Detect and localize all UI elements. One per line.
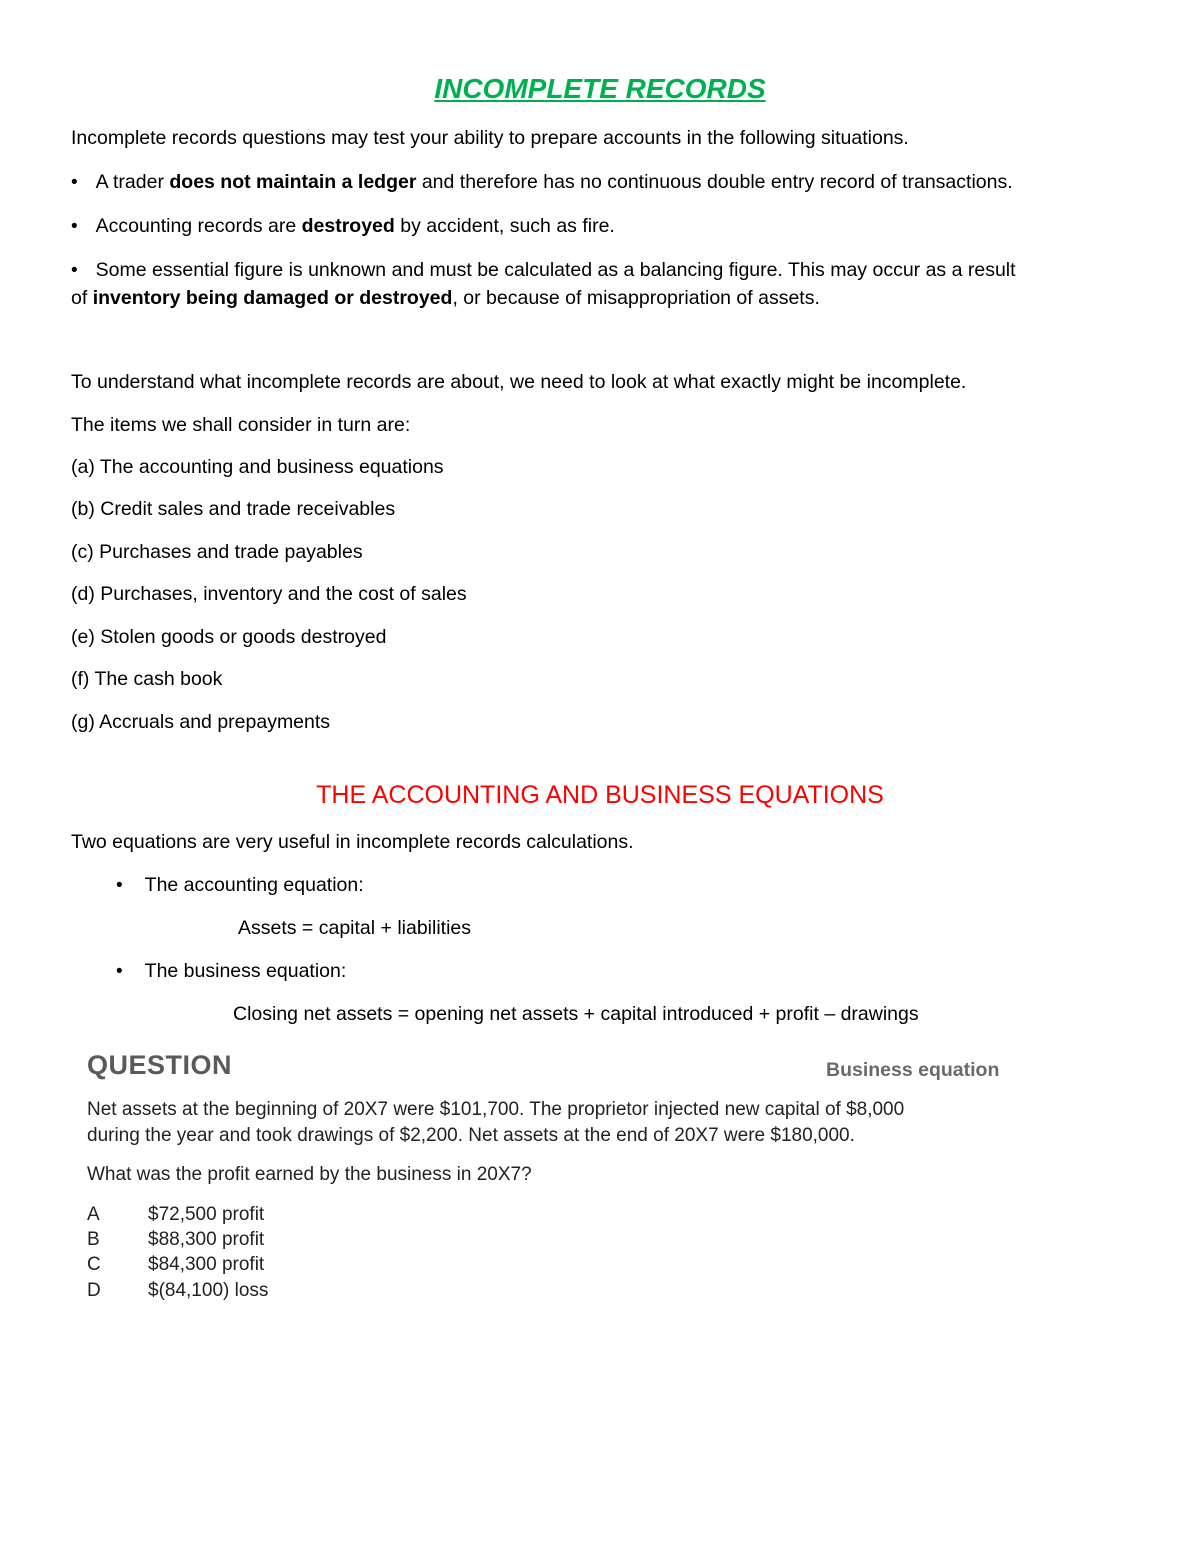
business-equation-bullet <box>116 959 346 984</box>
question-tag: Business equation <box>826 1059 1000 1081</box>
bullet-icon: • <box>116 961 123 982</box>
situation-bullet-1 <box>71 170 1013 195</box>
bullet-icon: • <box>71 260 78 281</box>
situation-text: A trader <box>95 171 170 193</box>
option-letter: A <box>87 1204 100 1225</box>
list-item: (a) The accounting and business equations <box>71 456 444 478</box>
situation-bullet-2 <box>71 214 615 239</box>
situation-text: , or because of misappropriation of assets. <box>452 287 820 309</box>
list-item: (c) Purchases and trade payables <box>71 541 363 563</box>
option-text: $72,500 profit <box>148 1204 265 1225</box>
situation-bullet-3-continuation <box>71 286 820 310</box>
bullet-icon: • <box>71 172 78 193</box>
section-heading: THE ACCOUNTING AND BUSINESS EQUATIONS <box>316 781 884 809</box>
situation-text: and therefore has no continuous double entry record of transactions. <box>416 171 1013 193</box>
bullet-icon: • <box>116 875 123 896</box>
situation-emphasis: destroyed <box>301 215 395 237</box>
list-item: (d) Purchases, inventory and the cost of sales <box>71 583 467 605</box>
list-item: (e) Stolen goods or goods destroyed <box>71 626 387 648</box>
situation-emphasis: inventory being damaged or destroyed <box>92 287 453 309</box>
equations-intro: Two equations are very useful in incomplete records calculations. <box>71 831 634 853</box>
question-line-2: during the year and took drawings of $2,200. Net assets at the end of 20X7 were $180,000. <box>87 1125 855 1146</box>
option-letter: B <box>87 1229 100 1250</box>
situation-text: Accounting records are <box>95 215 302 237</box>
bullet-icon: • <box>71 216 78 237</box>
understand-paragraph: To understand what incomplete records are about, we need to look at what exactly might be incomplete. <box>71 371 967 393</box>
situation-bullet-3 <box>71 258 1016 283</box>
question-prompt: What was the profit earned by the business in 20X7? <box>87 1164 532 1185</box>
items-intro: The items we shall consider in turn are: <box>71 414 411 436</box>
question-line-1: Net assets at the beginning of 20X7 were $101,700. The proprietor injected new capital of $8,000 <box>87 1099 905 1120</box>
situation-text: Some essential figure is unknown and must be calculated as a balancing figure. This may occur as a result <box>95 259 1016 281</box>
list-item: (b) Credit sales and trade receivables <box>71 498 396 520</box>
answer-option-d <box>87 1278 268 1303</box>
answer-option-b <box>87 1227 264 1252</box>
situation-text: of <box>71 287 93 309</box>
page-title: INCOMPLETE RECORDS <box>434 73 766 104</box>
option-letter: D <box>87 1280 101 1301</box>
list-item: (f) The cash book <box>71 668 223 690</box>
answer-option-c <box>87 1252 264 1277</box>
answer-option-a <box>87 1202 264 1227</box>
intro-paragraph: Incomplete records questions may test your ability to prepare accounts in the following situations. <box>71 127 909 149</box>
accounting-equation-label: The accounting equation: <box>144 874 364 896</box>
list-item: (g) Accruals and prepayments <box>71 711 331 733</box>
situation-emphasis: does not maintain a ledger <box>169 171 417 193</box>
option-text: $(84,100) loss <box>148 1280 269 1301</box>
option-text: $88,300 profit <box>148 1229 265 1250</box>
accounting-equation: Assets = capital + liabilities <box>238 917 472 939</box>
question-heading: QUESTION <box>87 1050 233 1080</box>
business-equation-label: The business equation: <box>144 960 347 982</box>
option-text: $84,300 profit <box>148 1254 265 1275</box>
option-letter: C <box>87 1254 101 1275</box>
accounting-equation-bullet <box>116 873 364 898</box>
situation-text: by accident, such as fire. <box>394 215 615 237</box>
business-equation: Closing net assets = opening net assets + capital introduced + profit – drawings <box>233 1003 919 1025</box>
